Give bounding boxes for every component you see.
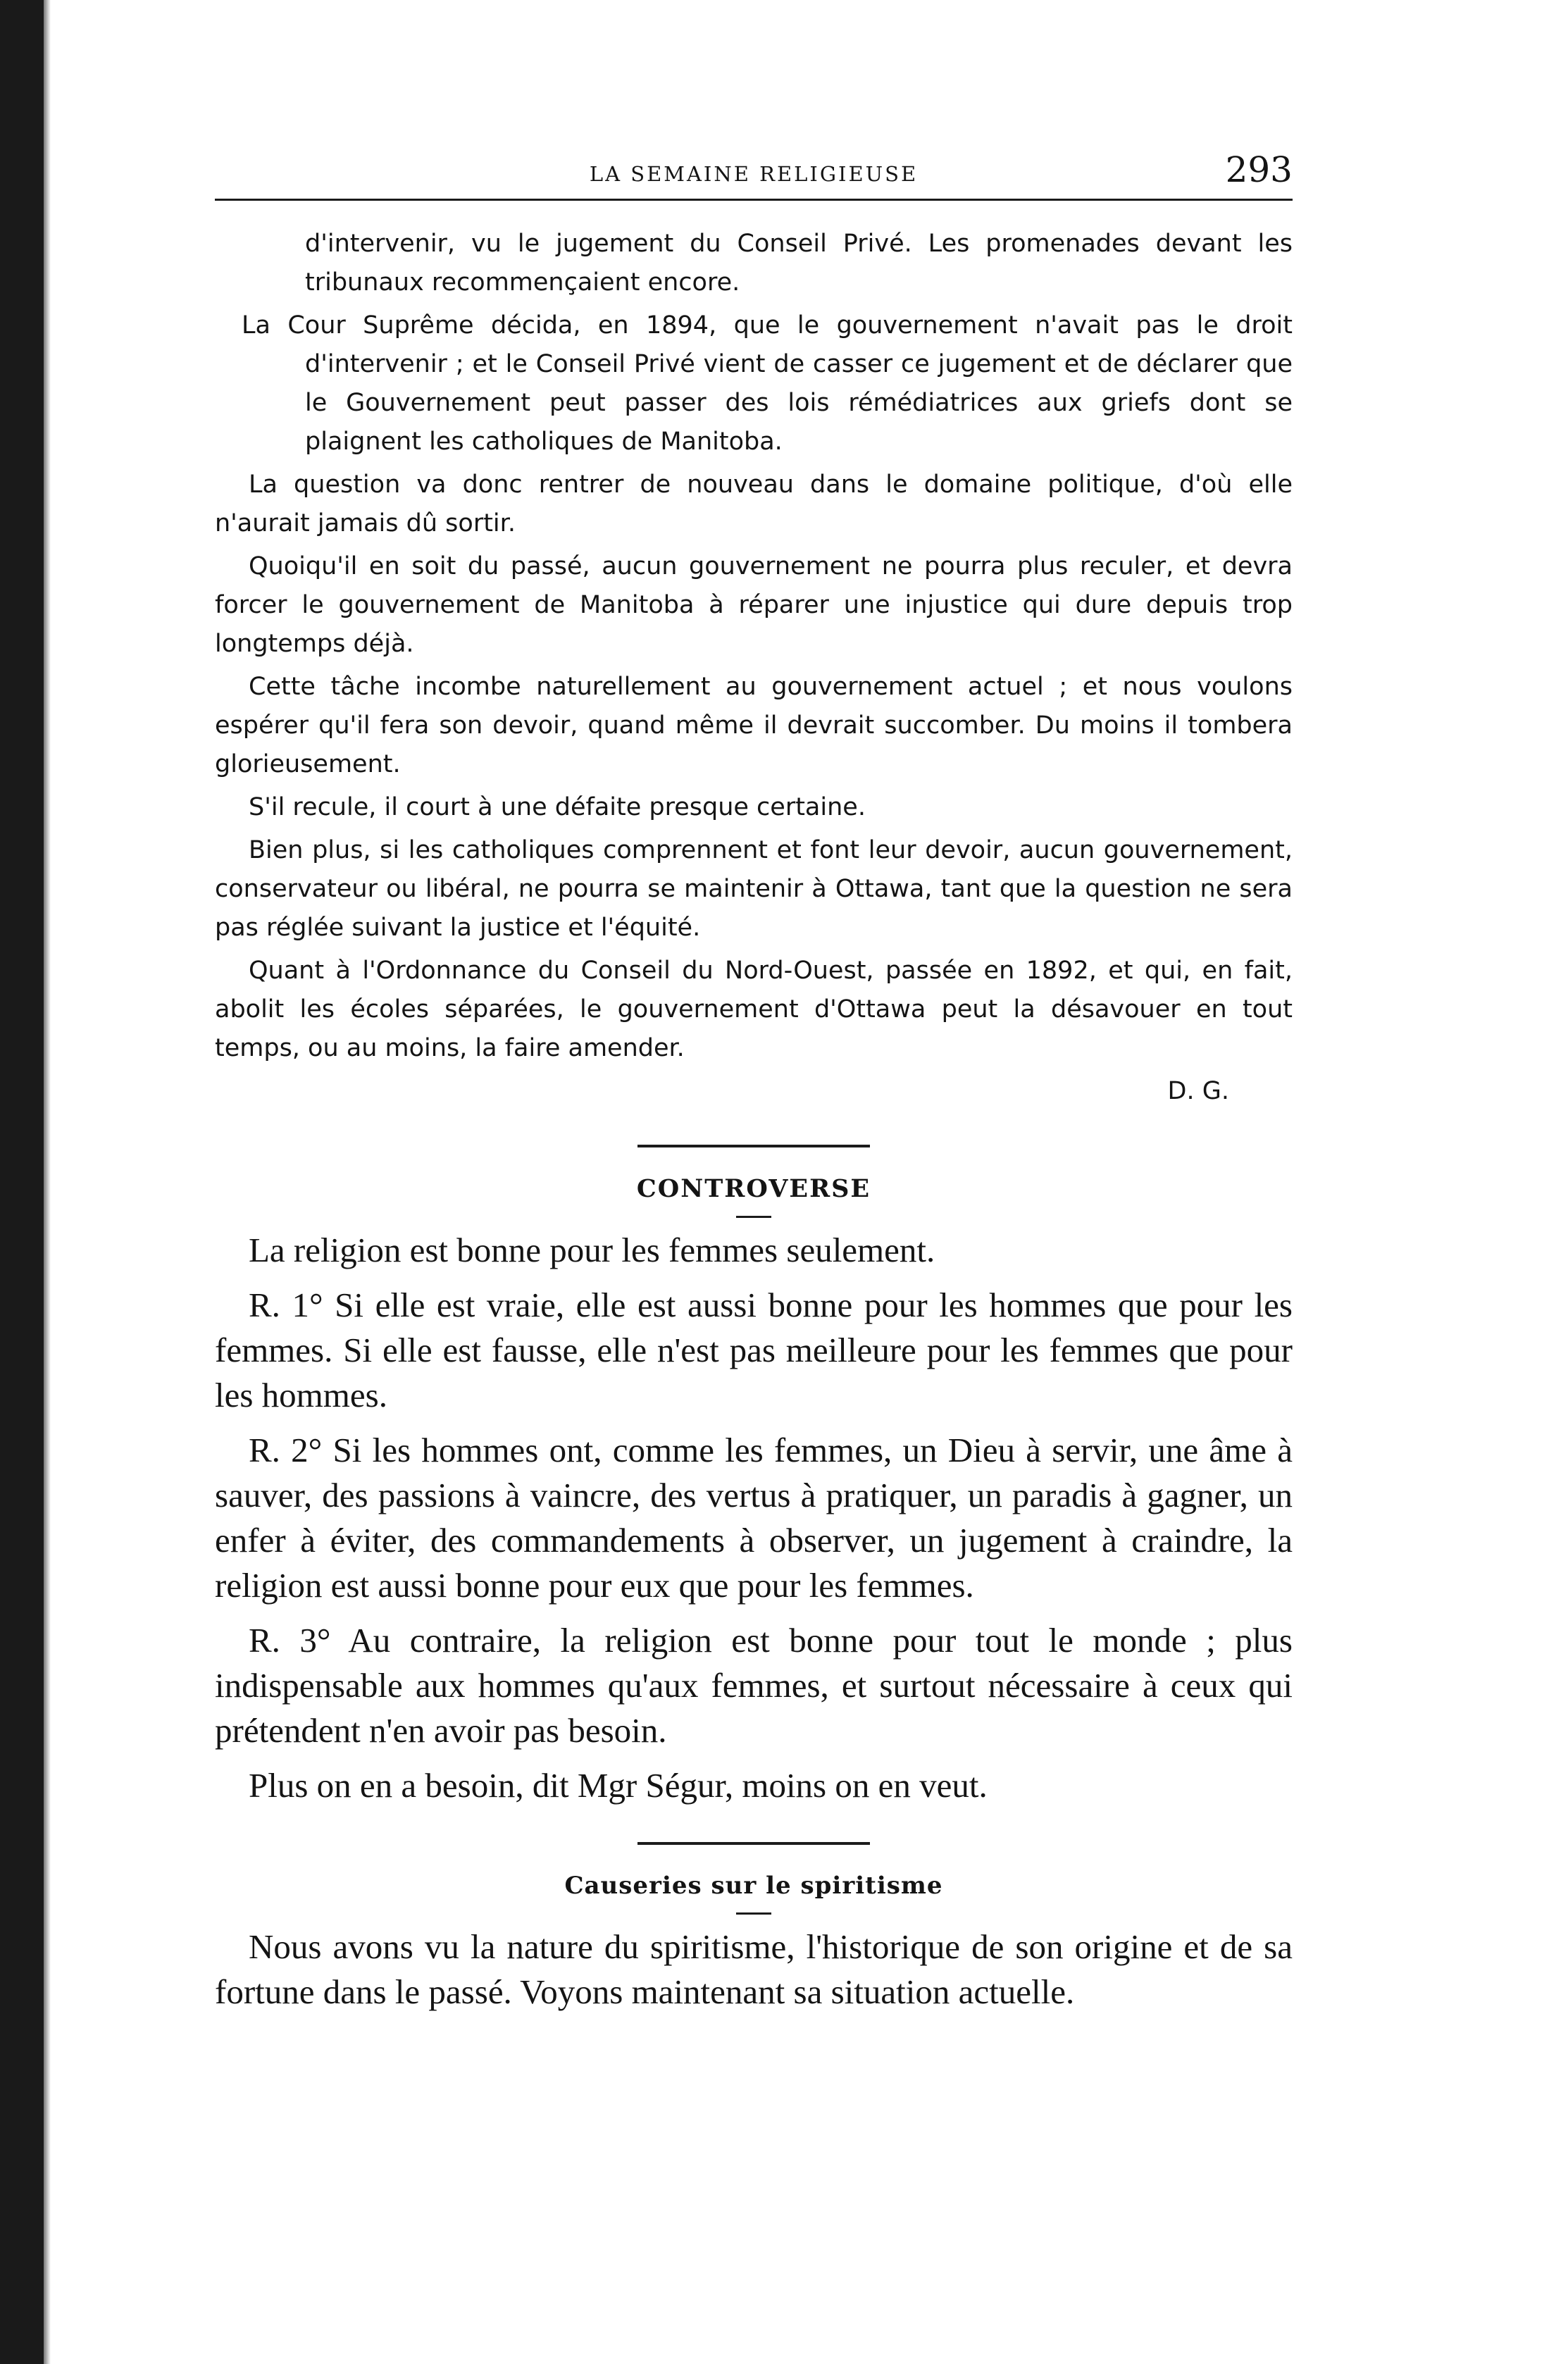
section-divider — [637, 1842, 870, 1845]
paragraph: R. 2° Si les hommes ont, comme les femmes, un Dieu à servir, une âme à sauver, des passions à vaincre, des vertus à pratiquer, un paradis à gagner, un enfer à éviter, des commandements à observer, un jugement à craindre, la religion est aussi bonne pour eux que pour les femmes. — [215, 1431, 1293, 1605]
paragraph: Cette tâche incombe naturellement au gouvernement actuel ; et nous voulons espérer qu'il fera son devoir, quand même il devrait succomber. Du moins il tombera glorieusement. — [215, 673, 1293, 778]
section-divider — [637, 1145, 870, 1147]
controverse-body — [215, 1228, 1293, 1808]
paragraph: La question va donc rentrer de nouveau dans le domaine politique, d'où elle n'aurait jamais dû sortir. — [215, 471, 1293, 537]
title-dash — [736, 1216, 771, 1218]
paragraph: La Cour Suprême décida, en 1894, que le gouvernement n'avait pas le droit d'intervenir ; et le Conseil Privé vient de casser ce jugement et de déclarer que le Gouvernement peut passer des lois rémédiatrices aux griefs dont se plaignent les catholiques de Manitoba. — [242, 311, 1293, 456]
article-end — [215, 225, 1293, 1111]
page-number: 293 — [1225, 149, 1293, 190]
paragraph: Nous avons vu la nature du spiritisme, l'historique de son origine et de sa fortune dans le passé. Voyons maintenant sa situation actuelle. — [215, 1927, 1293, 2011]
paragraph: Quoiqu'il en soit du passé, aucun gouvernement ne pourra plus reculer, et devra forcer le gouvernement de Manitoba à réparer une injustice qui dure depuis trop longtemps déjà. — [215, 552, 1293, 658]
title-dash — [736, 1912, 771, 1915]
paragraph: S'il recule, il court à une défaite presque certaine. — [249, 793, 866, 821]
section-title-controverse: CONTROVERSE — [636, 1174, 871, 1203]
paragraph: d'intervenir, vu le jugement du Conseil Privé. Les promenades devant les tribunaux recommençaient encore. — [305, 230, 1293, 297]
book-binding-edge — [0, 0, 44, 2364]
paragraph: Plus on en a besoin, dit Mgr Ségur, moins on en veut. — [249, 1766, 988, 1805]
book-page — [215, 127, 1293, 2024]
running-head — [215, 127, 1293, 190]
paragraph: R. 1° Si elle est vraie, elle est aussi bonne pour les hommes que pour les femmes. Si elle est fausse, elle n'est pas meilleure pour les femmes que pour les hommes. — [215, 1286, 1293, 1414]
section-title-spiritisme: Causeries sur le spiritisme — [564, 1872, 943, 1900]
paragraph: R. 3° Au contraire, la religion est bonne pour tout le monde ; plus indispensable aux hommes qu'aux femmes, et surtout nécessaire à ceux qui prétendent n'en avoir pas besoin. — [215, 1621, 1293, 1750]
spiritisme-body — [215, 1924, 1293, 2015]
paragraph: Quant à l'Ordonnance du Conseil du Nord-Ouest, passée en 1892, et qui, en fait, abolit les écoles séparées, le gouvernement d'Ottawa peut la désavouer en tout temps, ou au moins, la faire amender. — [215, 957, 1293, 1062]
header-rule — [215, 199, 1293, 201]
paragraph: La religion est bonne pour les femmes seulement. — [249, 1231, 935, 1269]
signature: D. G. — [1167, 1077, 1229, 1105]
paragraph: Bien plus, si les catholiques comprennent et font leur devoir, aucun gouvernement, conservateur ou libéral, ne pourra se maintenir à Ottawa, tant que la question ne sera pas réglée suivant la justice et l'équité. — [215, 836, 1293, 942]
running-title: LA SEMAINE RELIGIEUSE — [589, 162, 919, 186]
